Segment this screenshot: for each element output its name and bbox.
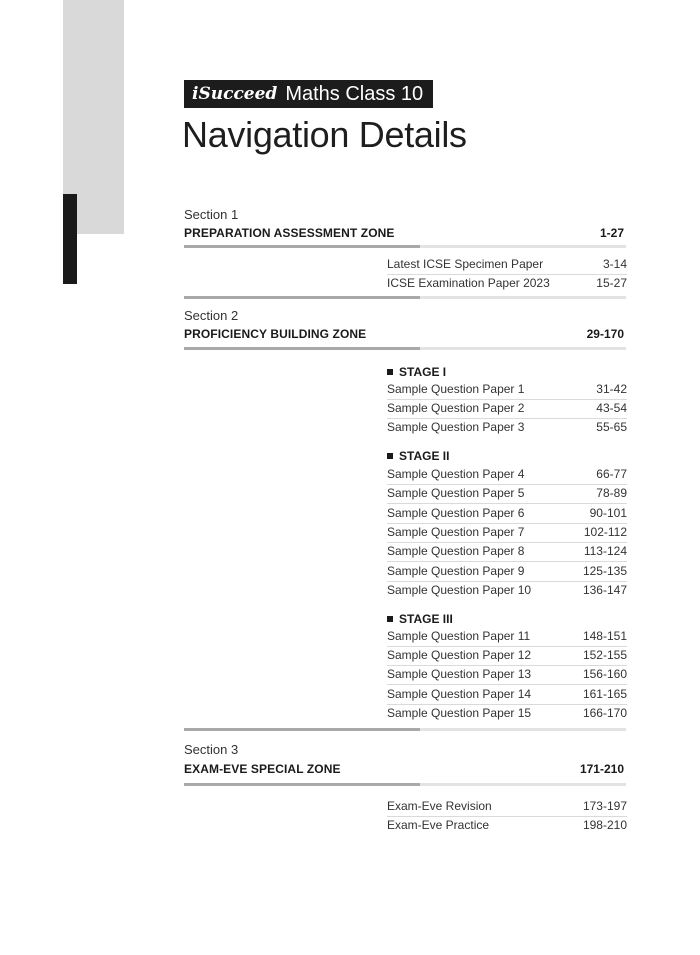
entry-title: Latest ICSE Specimen Paper: [387, 257, 544, 271]
entry-pages: 148-151: [582, 629, 627, 643]
brand-subtitle: Maths Class 10: [285, 82, 424, 105]
entry-pages: 136-147: [582, 583, 627, 597]
entry-pages: 15-27: [596, 276, 627, 290]
toc-entry[interactable]: [387, 665, 627, 685]
entry-pages: 66-77: [596, 467, 627, 481]
entry-title: Sample Question Paper 1: [387, 382, 525, 396]
square-bullet-icon: [387, 616, 393, 622]
entry-pages: 173-197: [582, 799, 627, 813]
stage-2-heading: [387, 449, 449, 463]
entry-title: Sample Question Paper 6: [387, 506, 525, 520]
stage-name: STAGE I: [399, 365, 447, 379]
entry-pages: 90-101: [589, 506, 627, 520]
section-1-divider: [184, 245, 626, 248]
section-3-divider: [184, 783, 626, 786]
entry-pages: 113-124: [583, 544, 627, 558]
entry-title: Sample Question Paper 15: [387, 706, 532, 720]
section-2-divider: [184, 347, 626, 350]
section-2-bottom-divider: [184, 728, 626, 731]
toc-entry[interactable]: [387, 504, 627, 524]
toc-entry[interactable]: [387, 418, 627, 437]
section-1-pages: 1-27: [599, 226, 624, 240]
entry-title: Sample Question Paper 9: [387, 564, 525, 578]
entry-title: Sample Question Paper 5: [387, 486, 525, 500]
toc-entry[interactable]: [387, 274, 627, 293]
entry-title: Sample Question Paper 12: [387, 648, 532, 662]
entry-pages: 125-135: [582, 564, 627, 578]
entry-pages: 166-170: [582, 706, 627, 720]
entry-pages: 161-165: [582, 687, 627, 701]
toc-entry[interactable]: [387, 704, 627, 723]
entry-title: Sample Question Paper 2: [387, 401, 525, 415]
toc-entry[interactable]: [387, 465, 627, 485]
entry-pages: 78-89: [596, 486, 627, 500]
entry-title: Sample Question Paper 14: [387, 687, 532, 701]
entry-title: ICSE Examination Paper 2023: [387, 276, 550, 290]
section-2-zone: PROFICIENCY BUILDING ZONE: [184, 327, 367, 341]
section-2-label: Section 2: [184, 308, 239, 323]
entry-pages: 3-14: [602, 257, 627, 271]
entry-title: Sample Question Paper 13: [387, 667, 532, 681]
toc-entry[interactable]: [387, 380, 627, 400]
toc-entry[interactable]: [387, 627, 627, 647]
square-bullet-icon: [387, 369, 393, 375]
isucceed-logo: iSucceed: [192, 84, 278, 104]
section-1-zone: PREPARATION ASSESSMENT ZONE: [184, 226, 395, 240]
side-black-tab: [63, 194, 77, 284]
entry-title: Exam-Eve Revision: [387, 799, 492, 813]
stage-1-heading: [387, 365, 446, 379]
stage-name: STAGE II: [399, 449, 450, 463]
entry-pages: 43-54: [596, 401, 627, 415]
toc-entry[interactable]: [387, 255, 627, 275]
entry-pages: 156-160: [582, 667, 627, 681]
entry-pages: 102-112: [583, 525, 627, 539]
stage-name: STAGE III: [399, 612, 453, 626]
toc-entry[interactable]: [387, 542, 627, 562]
toc-entry[interactable]: [387, 523, 627, 543]
toc-entry[interactable]: [387, 685, 627, 705]
toc-entry[interactable]: [387, 797, 627, 817]
entry-pages: 31-42: [596, 382, 627, 396]
toc-entry[interactable]: [387, 816, 627, 835]
entry-title: Sample Question Paper 4: [387, 467, 525, 481]
entry-title: Sample Question Paper 7: [387, 525, 525, 539]
section-3-label: Section 3: [184, 742, 239, 757]
brand-banner: [184, 80, 433, 108]
toc-entry[interactable]: [387, 562, 627, 582]
entry-title: Sample Question Paper 11: [387, 629, 531, 643]
section-3-zone: EXAM-EVE SPECIAL ZONE: [184, 762, 341, 776]
entry-title: Sample Question Paper 10: [387, 583, 532, 597]
section-2-pages: 29-170: [586, 327, 624, 341]
toc-entry[interactable]: [387, 581, 627, 600]
section-3-pages: 171-210: [579, 762, 624, 776]
entry-title: Sample Question Paper 8: [387, 544, 525, 558]
toc-entry[interactable]: [387, 646, 627, 666]
entry-title: Exam-Eve Practice: [387, 818, 490, 832]
entry-title: Sample Question Paper 3: [387, 420, 525, 434]
entry-pages: 152-155: [582, 648, 627, 662]
entry-pages: 55-65: [596, 420, 627, 434]
section-1-label: Section 1: [184, 207, 239, 222]
toc-entry[interactable]: [387, 399, 627, 419]
section-1-bottom-divider: [184, 296, 626, 299]
toc-entry[interactable]: [387, 484, 627, 504]
page-title: Navigation Details: [182, 114, 467, 155]
square-bullet-icon: [387, 453, 393, 459]
stage-3-heading: [387, 612, 453, 626]
entry-pages: 198-210: [582, 818, 627, 832]
